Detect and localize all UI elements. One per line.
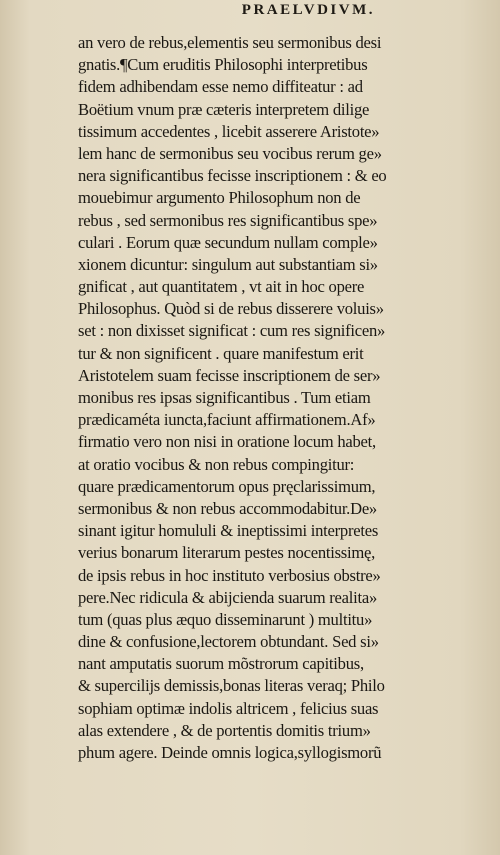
running-head: PRAELVDIVM. bbox=[241, 2, 375, 18]
body-text bbox=[78, 32, 460, 764]
text-line: gnatis.¶Cum eruditis Philosophi interpretibus bbox=[78, 55, 368, 75]
text-line: verius bonarum literarum pestes nocentissimę, bbox=[78, 543, 376, 563]
text-line: de ipsis rebus in hoc instituto verbosius obstre» bbox=[78, 565, 381, 585]
text-line: quare prædicamentorum opus pręclarissimum, bbox=[78, 476, 376, 496]
text-line: Aristotelem suam fecisse inscriptionem de ser» bbox=[78, 365, 381, 385]
text-line: tissimum accedentes , licebit asserere Aristote» bbox=[78, 121, 380, 141]
text-line: set : non dixisset significat : cum res significen» bbox=[78, 321, 386, 341]
text-line: sermonibus & non rebus accommodabitur.De» bbox=[78, 498, 377, 518]
text-line: Boëtium vnum præ cæteris interpretem dilige bbox=[78, 99, 370, 119]
text-line: tur & non significent . quare manifestum erit bbox=[78, 343, 364, 363]
text-line: fidem adhibendam esse nemo diffiteatur : ad bbox=[78, 77, 363, 97]
text-line: Philosophus. Quòd si de rebus disserere voluis» bbox=[78, 299, 384, 319]
text-line: firmatio vero non nisi in oratione locum habet, bbox=[78, 432, 376, 452]
text-line: mouebimur argumento Philosophum non de bbox=[78, 188, 361, 208]
text-line: phum agere. Deinde omnis logica,syllogismorũ bbox=[78, 743, 382, 762]
text-line: & supercilijs demissis,bonas literas veraq; Philo bbox=[78, 676, 385, 696]
text-line: xionem dicuntur: singulum aut substantiam si» bbox=[78, 254, 378, 274]
text-line: pere.Nec ridicula & abijcienda suarum realita» bbox=[78, 587, 378, 607]
text-line: dine & confusione,lectorem obtundant. Sed si» bbox=[78, 632, 379, 652]
text-line: at oratio vocibus & non rebus compingitur: bbox=[78, 454, 355, 474]
text-line: gnificat , aut quantitatem , vt ait in hoc opere bbox=[78, 277, 365, 297]
text-line: monibus res ipsas significantibus . Tum etiam bbox=[78, 388, 371, 407]
text-line: nera significantibus fecisse inscriptionem : & eo bbox=[78, 166, 387, 186]
text-line: sinant igitur homululi & ineptissimi interpretes bbox=[78, 521, 379, 541]
text-line: sophiam optimæ indolis altricem , felicius suas bbox=[78, 698, 379, 718]
text-line: culari . Eorum quæ secundum nullam comple» bbox=[78, 232, 378, 252]
text-line: tum (quas plus æquo disseminarunt ) multitu» bbox=[78, 609, 373, 629]
text-line: prædicaméta iuncta,faciunt affirmationem.Af» bbox=[78, 410, 376, 430]
text-line: rebus , sed sermonibus res significantibus spe» bbox=[78, 210, 378, 230]
text-line: alas extendere , & de portentis domitis trium» bbox=[78, 720, 371, 740]
text-line: an vero de rebus,elementis seu sermonibus desi bbox=[78, 33, 382, 52]
text-line: lem hanc de sermonibus seu vocibus rerum ge» bbox=[78, 143, 382, 163]
text-line: nant amputatis suorum mõstrorum capitibus, bbox=[78, 654, 364, 674]
